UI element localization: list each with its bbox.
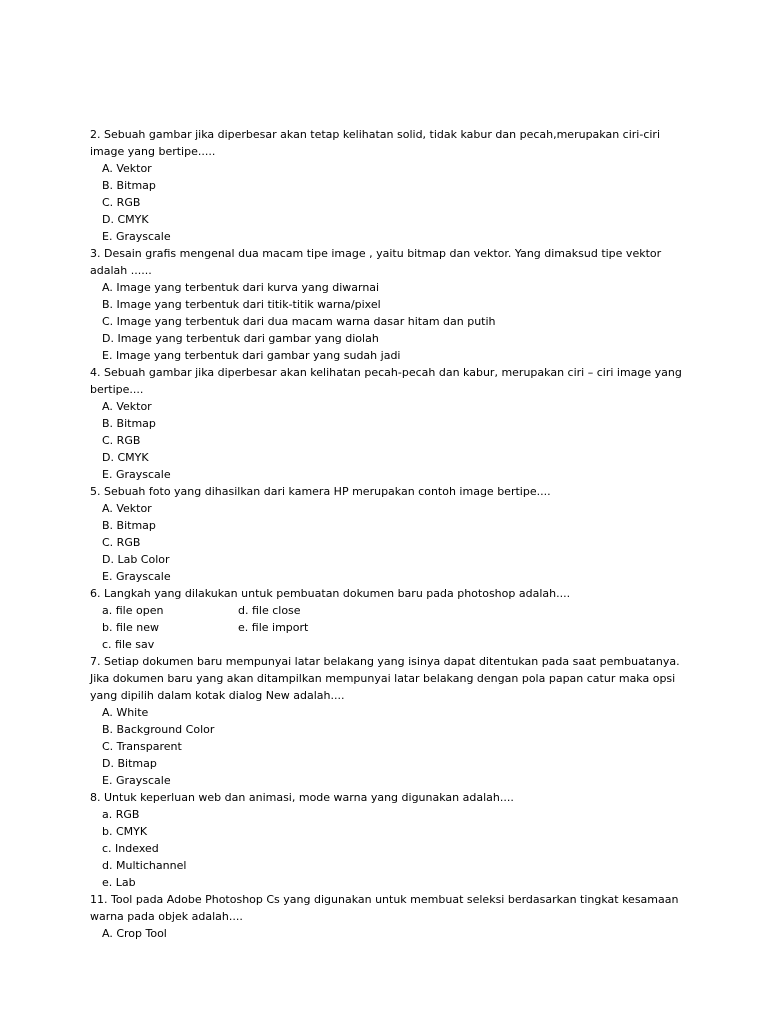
question-text: 8. Untuk keperluan web dan animasi, mode warna yang digunakan adalah....	[90, 791, 514, 804]
option-a: A. Vektor	[102, 162, 152, 175]
option-e: E. Grayscale	[102, 570, 171, 583]
option-a: a. RGB	[102, 808, 140, 821]
options-list	[90, 160, 690, 245]
option-a: A. Vektor	[102, 502, 152, 515]
question-4	[90, 364, 690, 483]
option-c: C. Transparent	[102, 740, 182, 753]
question-text: 6. Langkah yang dilakukan untuk pembuatan dokumen baru pada photoshop adalah....	[90, 587, 571, 600]
question-text: 3. Desain grafis mengenal dua macam tipe image , yaitu bitmap dan vektor. Yang dimaksud tipe vektor adalah ......	[90, 247, 662, 277]
options-row	[102, 602, 690, 619]
option-a: a. file open	[102, 604, 164, 617]
option-e: E. Grayscale	[102, 468, 171, 481]
question-11	[90, 891, 690, 942]
question-text: 4. Sebuah gambar jika diperbesar akan kelihatan pecah-pecah dan kabur, merupakan ciri – ciri image yang bertipe....	[90, 366, 682, 396]
option-a: A. Image yang terbentuk dari kurva yang diwarnai	[102, 281, 380, 294]
options-row	[102, 636, 690, 653]
option-c: c. Indexed	[102, 842, 159, 855]
option-d: D. CMYK	[102, 451, 149, 464]
option-e: e. Lab	[102, 876, 136, 889]
options-grid	[90, 602, 690, 653]
question-text: 5. Sebuah foto yang dihasilkan dari kamera HP merupakan contoh image bertipe....	[90, 485, 551, 498]
option-b: B. Image yang terbentuk dari titik-titik warna/pixel	[102, 298, 381, 311]
option-d: D. Lab Color	[102, 553, 170, 566]
option-e: E. Grayscale	[102, 774, 171, 787]
options-list	[90, 500, 690, 585]
options-list	[90, 704, 690, 789]
option-e: e. file import	[238, 621, 309, 634]
options-list	[90, 279, 690, 364]
question-text: 7. Setiap dokumen baru mempunyai latar belakang yang isinya dapat ditentukan pada saat pembuatanya. Jika dokumen baru yang akan ditampilkan mempunyai latar belakang dengan pola papan catur maka opsi yang dipilih dalam kotak dialog New adalah....	[90, 655, 680, 702]
question-2	[90, 126, 690, 245]
document-body	[90, 126, 690, 942]
question-8	[90, 789, 690, 891]
question-7	[90, 653, 690, 789]
question-5	[90, 483, 690, 585]
option-b: b. file new	[102, 621, 159, 634]
option-c: C. RGB	[102, 196, 141, 209]
option-d: d. file close	[238, 604, 301, 617]
question-text: 2. Sebuah gambar jika diperbesar akan tetap kelihatan solid, tidak kabur dan pecah,merupakan ciri-ciri image yang bertipe.....	[90, 128, 661, 158]
option-e: E. Image yang terbentuk dari gambar yang sudah jadi	[102, 349, 401, 362]
options-list	[90, 806, 690, 891]
option-d: D. Image yang terbentuk dari gambar yang diolah	[102, 332, 379, 345]
option-d: D. Bitmap	[102, 757, 157, 770]
option-e: E. Grayscale	[102, 230, 171, 243]
option-b: B. Background Color	[102, 723, 215, 736]
option-a: A. White	[102, 706, 149, 719]
option-b: B. Bitmap	[102, 179, 156, 192]
option-c: C. RGB	[102, 434, 141, 447]
option-a: A. Vektor	[102, 400, 152, 413]
option-c: c. file sav	[102, 638, 155, 651]
option-b: b. CMYK	[102, 825, 148, 838]
option-a: A. Crop Tool	[102, 927, 167, 940]
option-b: B. Bitmap	[102, 417, 156, 430]
option-d: d. Multichannel	[102, 859, 187, 872]
option-d: D. CMYK	[102, 213, 149, 226]
option-b: B. Bitmap	[102, 519, 156, 532]
options-list	[90, 398, 690, 483]
options-list	[90, 925, 690, 942]
option-c: C. Image yang terbentuk dari dua macam warna dasar hitam dan putih	[102, 315, 496, 328]
question-text: 11. Tool pada Adobe Photoshop Cs yang digunakan untuk membuat seleksi berdasarkan tingkat kesamaan warna pada objek adalah....	[90, 893, 679, 923]
option-c: C. RGB	[102, 536, 141, 549]
question-3	[90, 245, 690, 364]
options-row	[102, 619, 690, 636]
question-6	[90, 585, 690, 653]
